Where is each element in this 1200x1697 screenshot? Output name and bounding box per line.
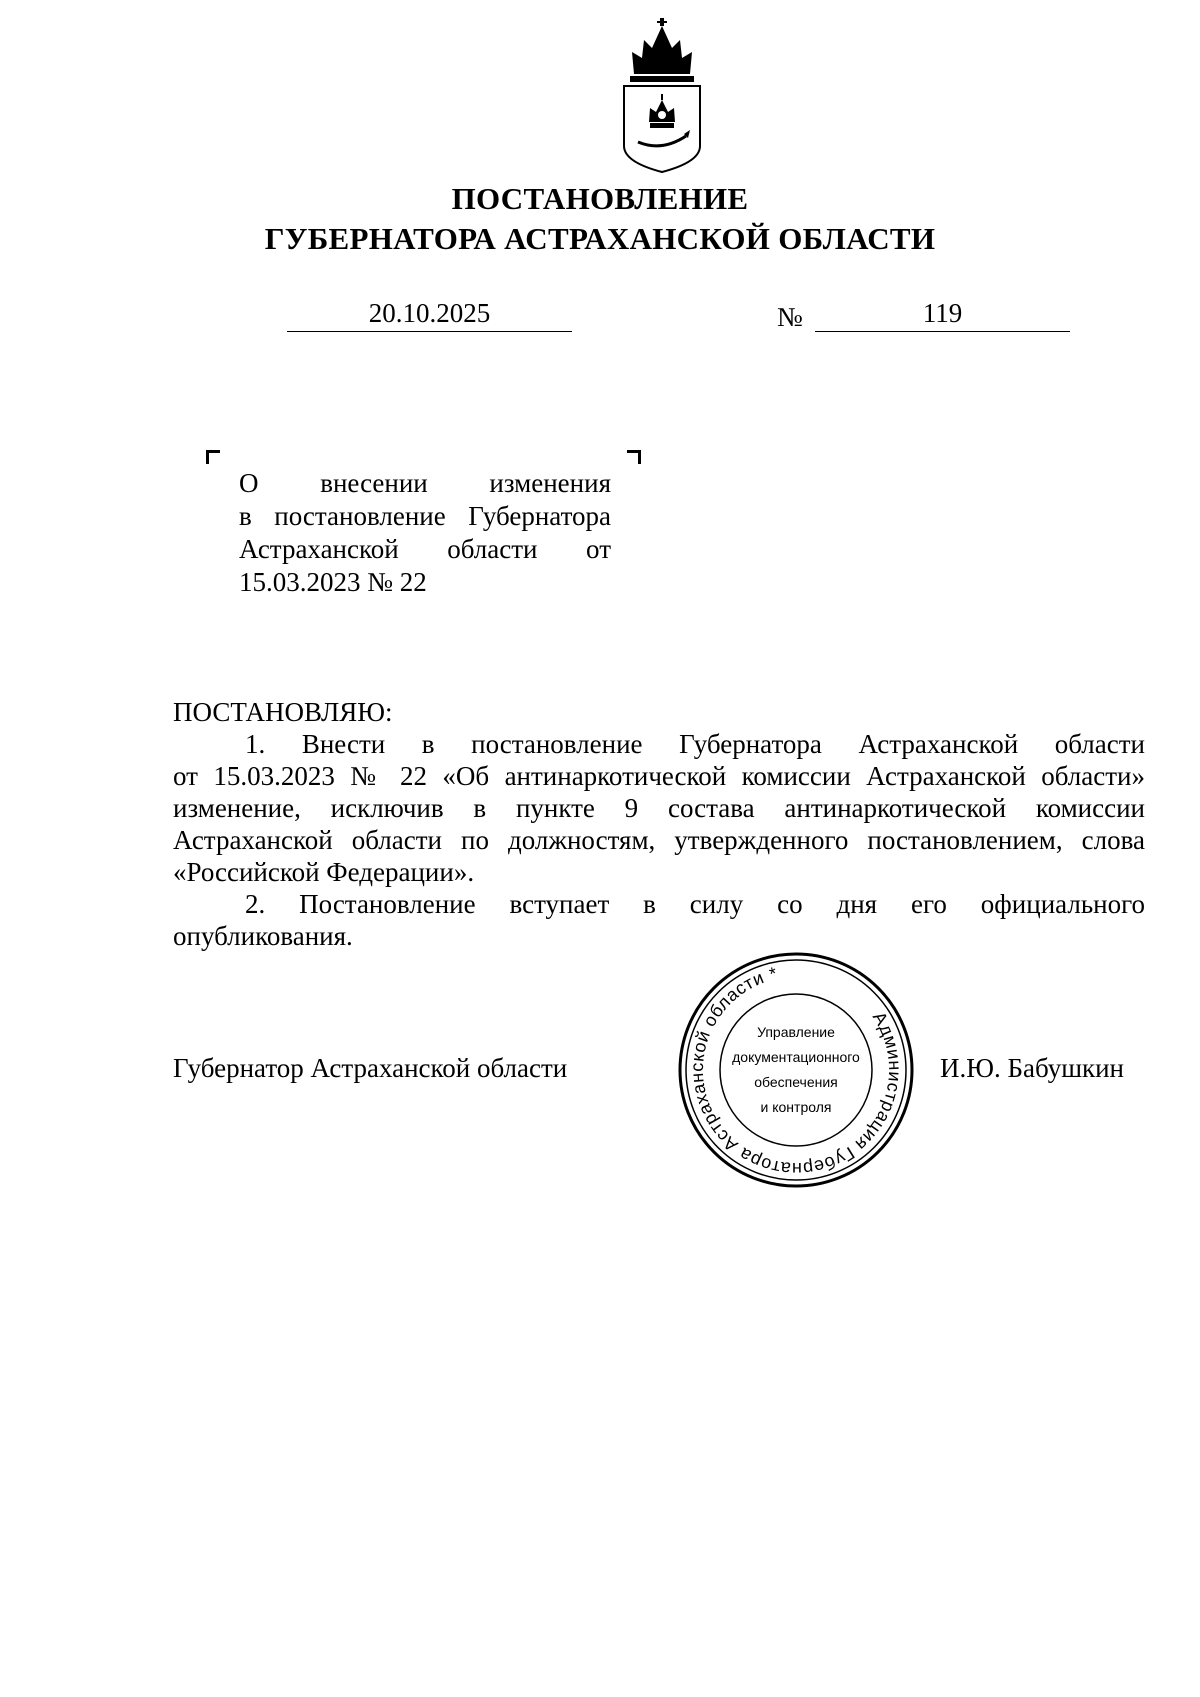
document-type-title: ПОСТАНОВЛЕНИЕ <box>451 181 749 216</box>
paragraph-line: изменение, исключив в пункте 9 состава антинаркотической комиссии <box>173 793 1145 823</box>
document-subject <box>239 467 611 599</box>
stamp-center-line: Управление <box>757 1024 835 1040</box>
paragraph-line: 1. Внести в постановление Губернатора Астраханской области <box>245 729 1145 759</box>
paragraph-1 <box>173 728 1145 888</box>
decree-word: ПОСТАНОВЛЯЮ: <box>173 697 393 727</box>
subject-corner-left <box>206 450 220 464</box>
paragraph-line: Астраханской области по должностям, утвержденного постановлением, слова <box>173 825 1145 855</box>
document-number: 119 <box>922 298 963 328</box>
stamp-center <box>676 950 916 1190</box>
coat-of-arms-icon <box>620 18 704 174</box>
stamp-center-line: и контроля <box>760 1099 832 1115</box>
number-sign: № <box>777 302 803 332</box>
number-underline <box>815 331 1070 332</box>
issuer-title: ГУБЕРНАТОРА АСТРАХАНСКОЙ ОБЛАСТИ <box>264 221 936 256</box>
subject-line: 15.03.2023 № 22 <box>239 567 427 597</box>
stamp-center-line: документационного <box>732 1049 860 1065</box>
signatory-position: Губернатор Астраханской области <box>173 1053 568 1083</box>
stamp-ring-path: Администрация Губернатора Астраханской области * <box>686 963 906 1180</box>
paragraph-line: от 15.03.2023 № 22 «Об антинаркотической комиссии Астраханской области» <box>173 761 1145 791</box>
subject-line: О внесении изменения <box>239 468 611 498</box>
paragraph-2 <box>173 888 1145 952</box>
paragraph-line: «Российской Федерации». <box>173 857 475 887</box>
paragraph-line: 2. Постановление вступает в силу со дня его официального <box>245 889 1145 919</box>
signatory-name: И.Ю. Бабушкин <box>940 1053 1125 1083</box>
paragraph-line: опубликования. <box>173 921 353 951</box>
stamp-center-line: обеспечения <box>754 1074 838 1090</box>
subject-line: Астраханской области от <box>239 534 611 564</box>
document-date: 20.10.2025 <box>368 298 491 328</box>
date-underline <box>287 331 572 332</box>
subject-corner-right <box>627 450 641 464</box>
subject-line: в постановление Губернатора <box>239 501 611 531</box>
